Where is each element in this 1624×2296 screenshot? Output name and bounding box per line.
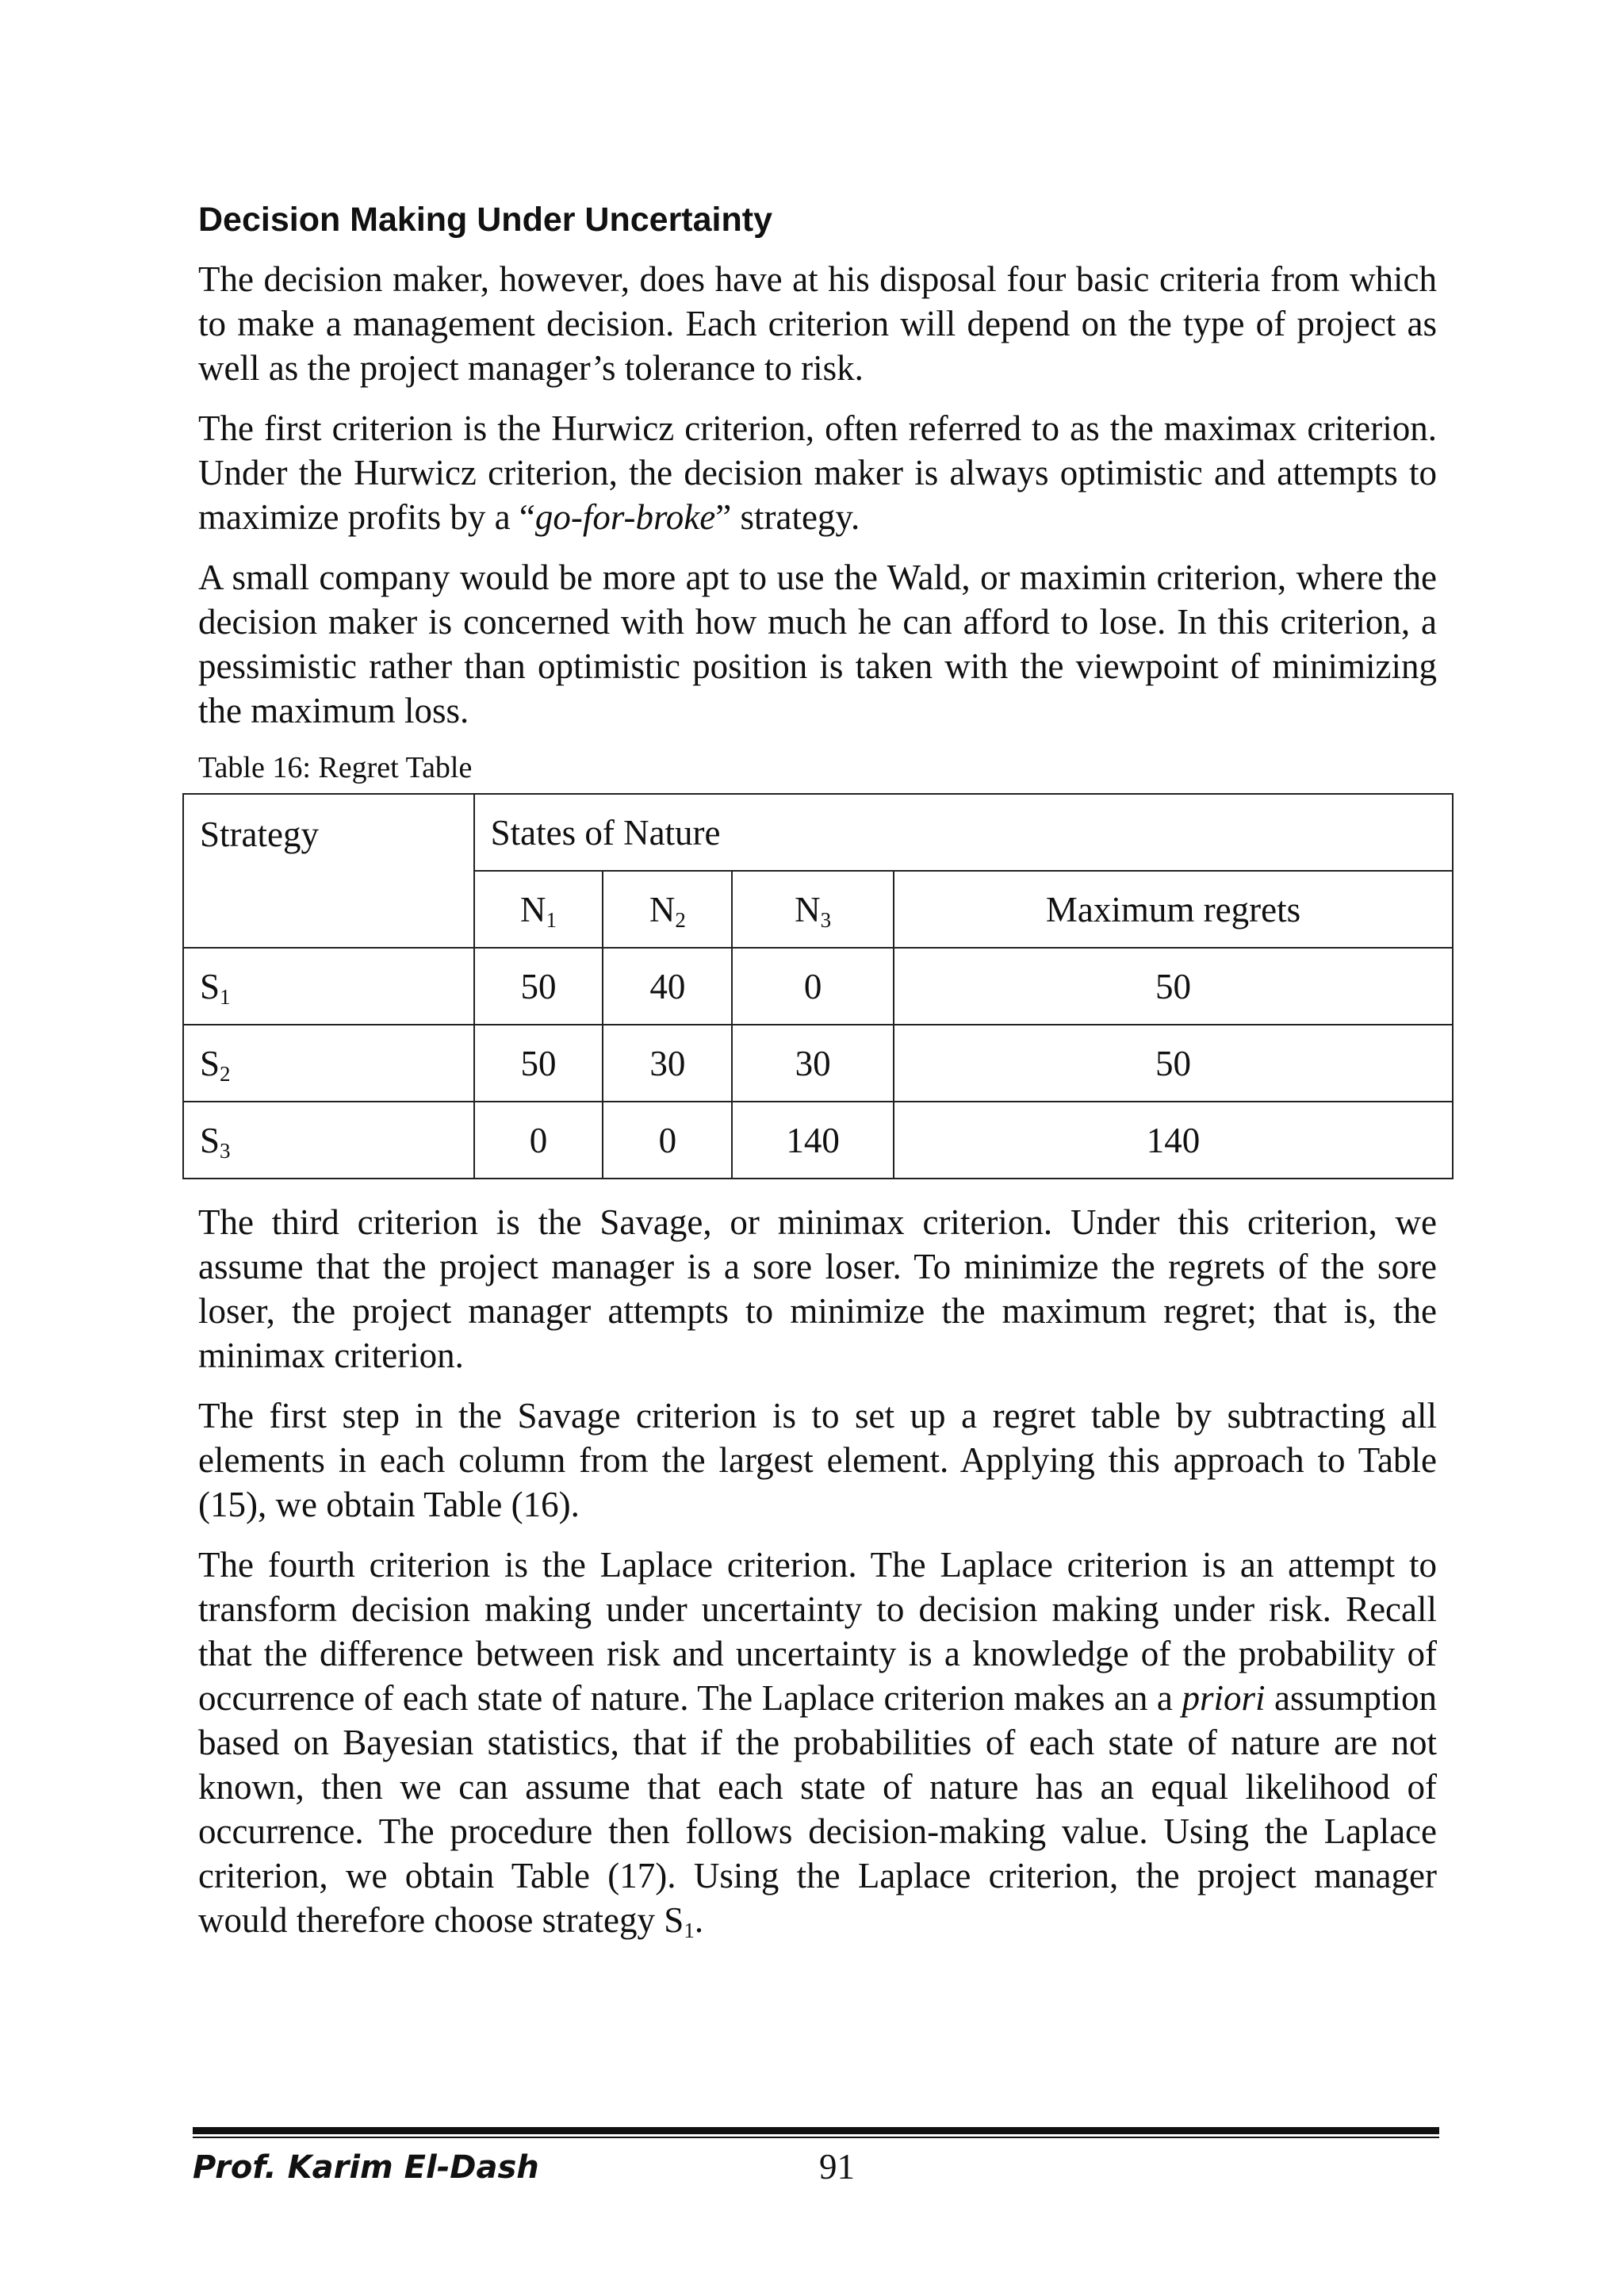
page-number: 91 <box>819 2147 855 2187</box>
header-n2: $N_2$ <box>603 871 732 948</box>
emphasis-go-for-broke: go-for-broke <box>534 497 716 537</box>
paragraph-intro: The decision maker, however, does have at his disposal four basic criteria from which to make a management decision. Each criterion will depend on the type of project as well as the project manager’s tolerance to risk. <box>198 259 1437 388</box>
cell-value: 30 <box>603 1025 732 1102</box>
table-row <box>183 1102 1453 1179</box>
row-label-s1: $S_1$ <box>183 948 474 1025</box>
cell-max-regret: 50 <box>894 948 1453 1025</box>
regret-table <box>182 793 1454 1179</box>
table-row <box>183 948 1453 1025</box>
table-row <box>183 1025 1453 1102</box>
cell-value: 30 <box>732 1025 894 1102</box>
paragraph-wald: A small company would be more apt to use the Wald, or maximin criterion, where the decision maker is concerned with how much he can afford to lose. In this criterion, a pessimistic rather than optimistic position is taken with the viewpoint of minimizing the maximum loss. <box>198 558 1437 730</box>
emphasis-priori: priori <box>1182 1678 1266 1718</box>
table-caption: Table 16: Regret Table <box>198 751 473 784</box>
row-label-s3: $S_3$ <box>183 1102 474 1179</box>
cell-value: 0 <box>732 948 894 1025</box>
cell-max-regret: 50 <box>894 1025 1453 1102</box>
cell-value: 0 <box>474 1102 603 1179</box>
header-n3: $N_3$ <box>732 871 894 948</box>
page-content <box>198 197 1437 1958</box>
cell-max-regret: 140 <box>894 1102 1453 1179</box>
section-heading: Decision Making Under Uncertainty <box>198 201 772 239</box>
page-footer <box>193 2127 1439 2187</box>
cell-value: 140 <box>732 1102 894 1179</box>
footer-author: Prof. Karim El-Dash <box>193 2149 539 2186</box>
header-strategy: Strategy <box>183 794 474 948</box>
header-states-of-nature: States of Nature <box>474 794 1453 871</box>
paragraph-hurwicz: The first criterion is the Hurwicz criterion, often referred to as the maximax criterion. Under the Hurwicz criterion, the decision maker is always optimistic and attempts to maximize profits by a “go-for-broke” strategy. <box>198 408 1437 537</box>
paragraph-laplace: The fourth criterion is the Laplace criterion. The Laplace criterion is an attempt to transform decision making under uncertainty to decision making under risk. Recall that the difference between risk and uncertainty is a knowledge of the probability of occurrence of each state of nature. The Laplace criterion makes an a priori assumption based on Bayesian statistics, that if the probabilities of each state of nature are not known, then we can assume that each state of nature has an equal likelihood of occurrence. The procedure then follows decision-making value. Using the Laplace criterion, we obtain Table (17). Using the Laplace criterion, the project manager would therefore choose strategy $S_1$. <box>198 1545 1437 1942</box>
row-label-s2: $S_2$ <box>183 1025 474 1102</box>
paragraph-savage-steps: The first step in the Savage criterion is to set up a regret table by subtracting all elements in each column from the largest element. Applying this approach to Table (15), we obtain Table (16). <box>198 1396 1437 1524</box>
footer-rule-thick <box>193 2127 1439 2134</box>
cell-value: 50 <box>474 948 603 1025</box>
cell-value: 50 <box>474 1025 603 1102</box>
paragraph-savage: The third criterion is the Savage, or minimax criterion. Under this criterion, we assume that the project manager is a sore loser. To minimize the regrets of the sore loser, the project manager attempts to minimize the maximum regret; that is, the minimax criterion. <box>198 1202 1437 1375</box>
header-n1: $N_1$ <box>474 871 603 948</box>
header-maximum-regrets: Maximum regrets <box>894 871 1453 948</box>
cell-value: 0 <box>603 1102 732 1179</box>
footer-rule-thin <box>193 2137 1439 2138</box>
cell-value: 40 <box>603 948 732 1025</box>
table-header-row <box>183 794 1453 871</box>
